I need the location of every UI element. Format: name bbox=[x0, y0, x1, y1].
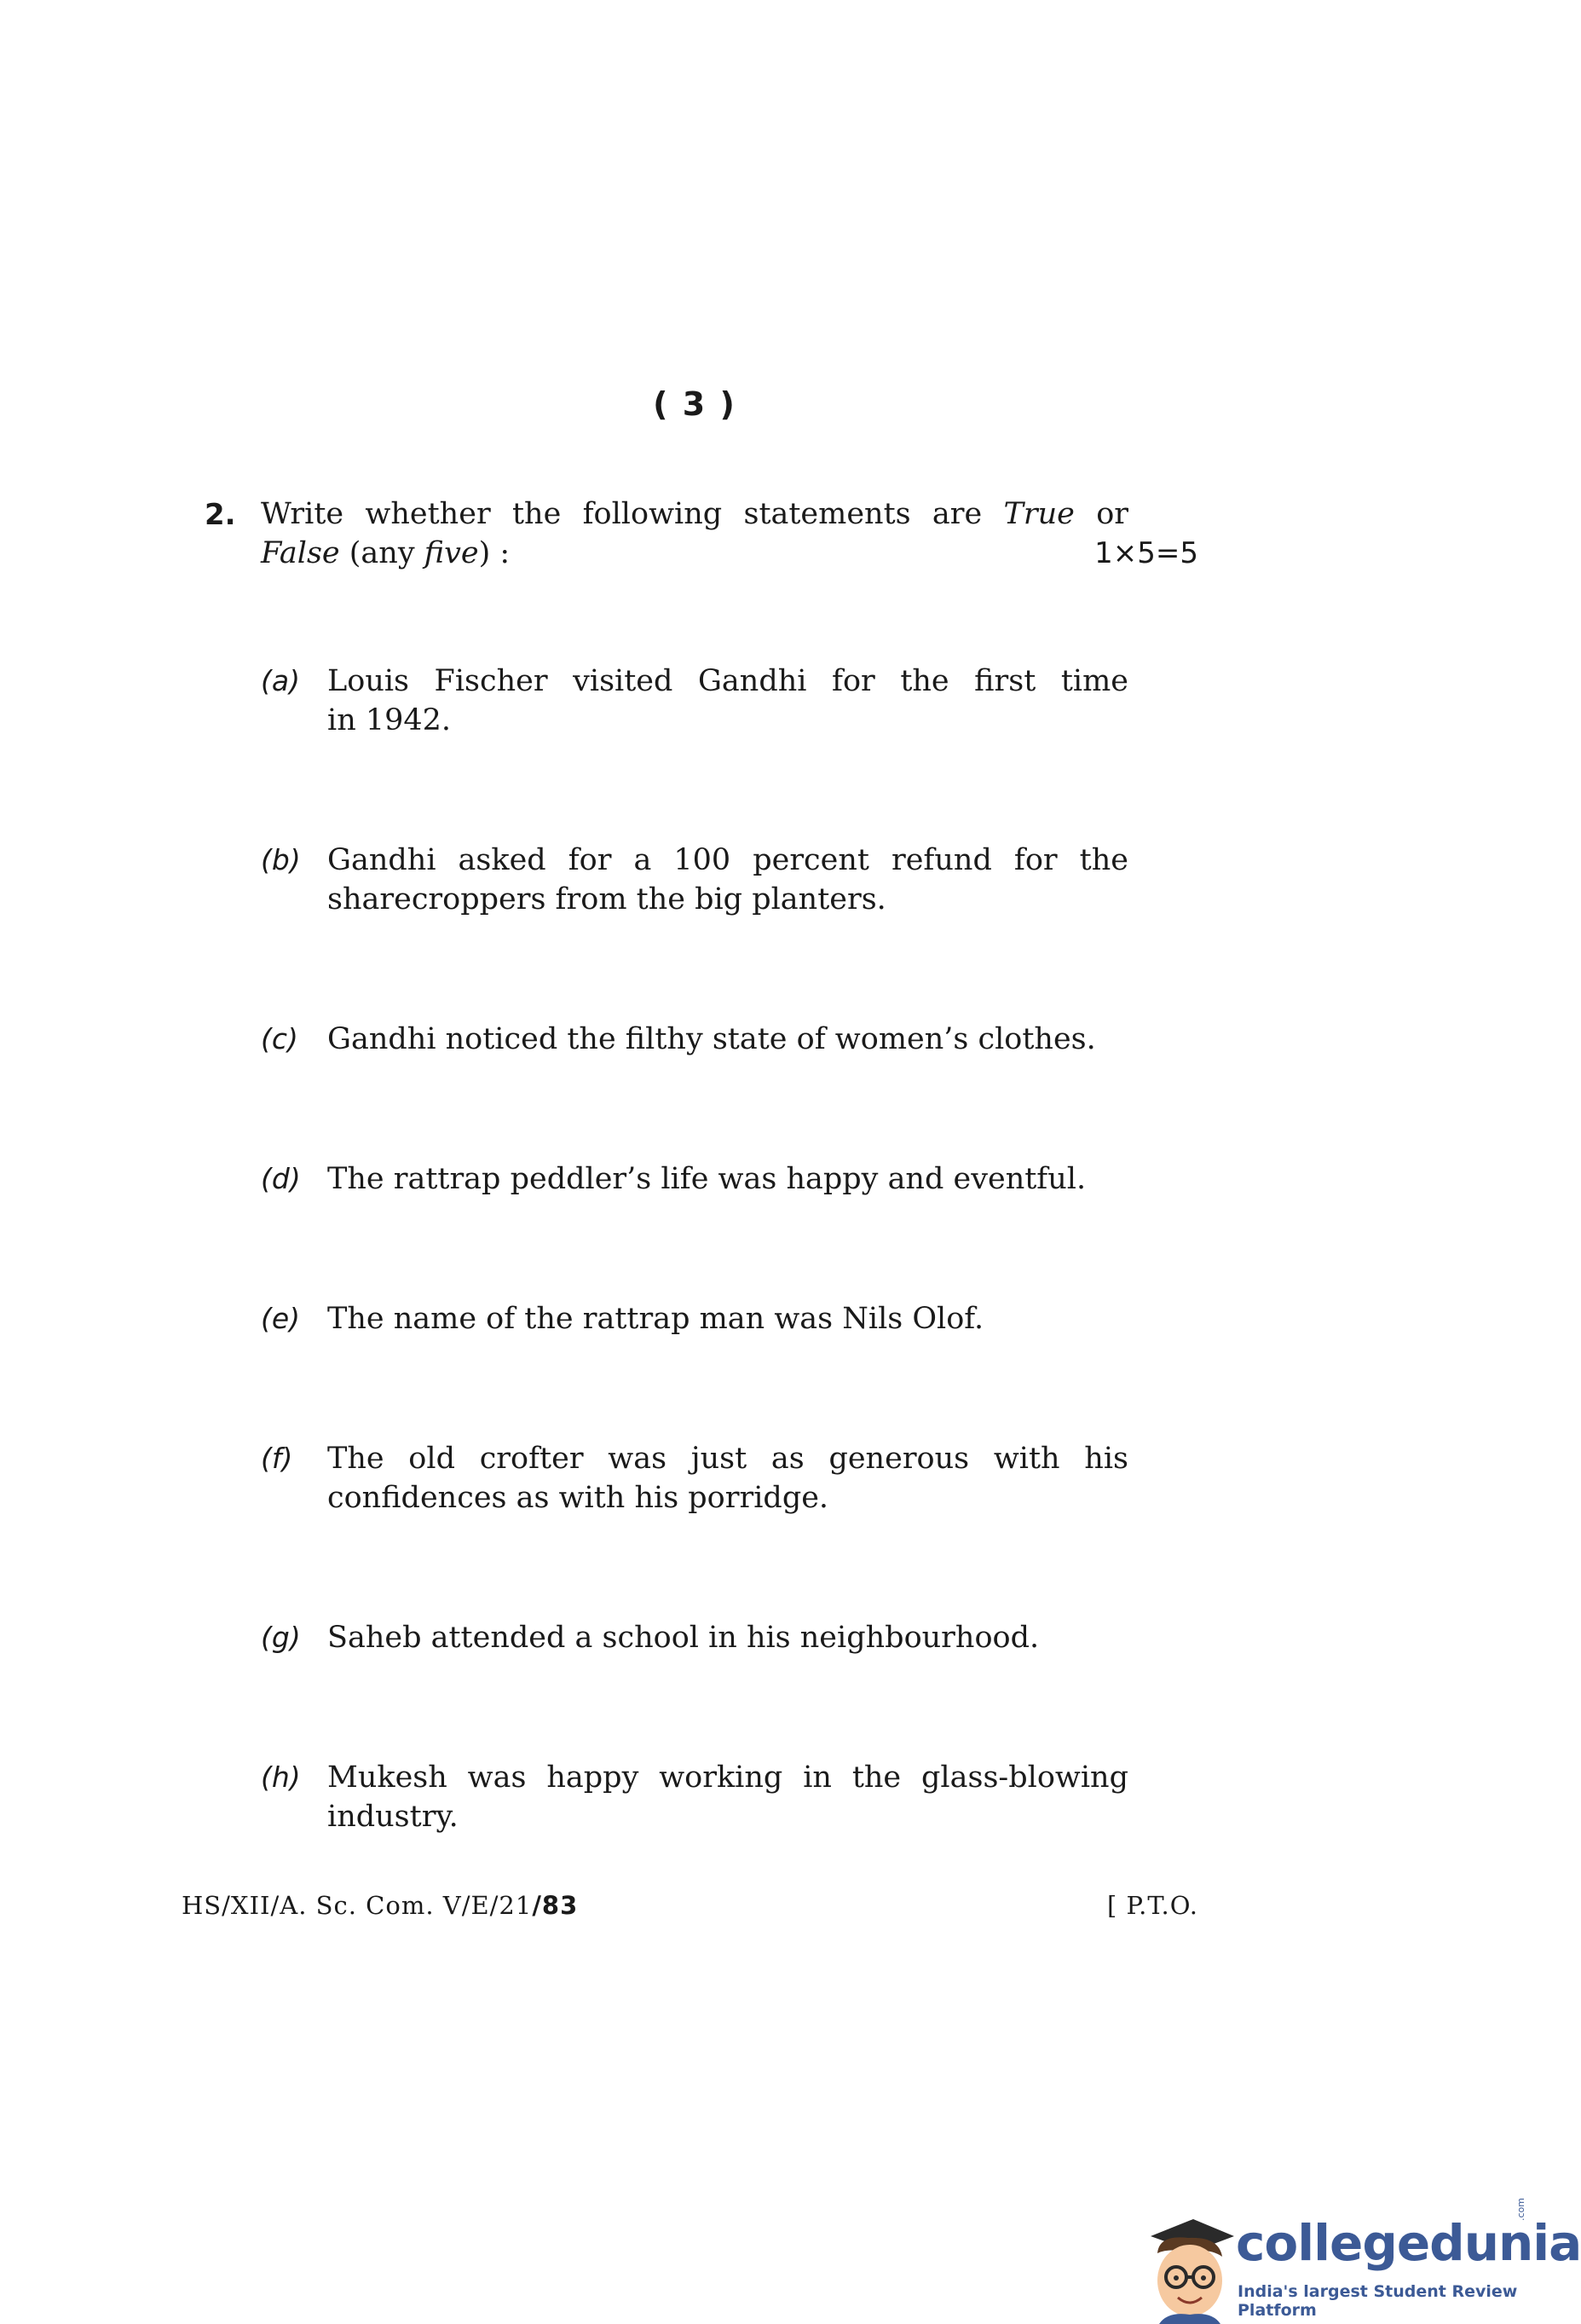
logo-tagline: India's largest Student Review Platform bbox=[1238, 2282, 1518, 2320]
stem-true-word: True bbox=[1003, 497, 1075, 531]
stem-text-1: Write whether the following statements are bbox=[261, 497, 1004, 531]
page-number: ( 3 ) bbox=[653, 385, 736, 423]
statement-label: (g) bbox=[261, 1621, 301, 1654]
statement-text-line1: Louis Fischer visited Gandhi for the first time bbox=[327, 664, 1128, 698]
statement-text-line2: industry. bbox=[327, 1800, 459, 1834]
footer-paper-code bbox=[182, 1891, 578, 1920]
mascot-icon bbox=[1134, 2204, 1244, 2324]
stem-five-word: five bbox=[424, 536, 479, 570]
footer-pto: [ P.T.O. bbox=[1107, 1891, 1198, 1920]
statement-d bbox=[261, 1159, 1128, 1199]
stem-false-word: False bbox=[261, 536, 340, 570]
statement-text-line1: The name of the rattrap man was Nils Olof. bbox=[327, 1302, 984, 1336]
statement-c bbox=[261, 1020, 1128, 1059]
question-stem-line1 bbox=[261, 494, 1128, 534]
statement-text-line1: Gandhi noticed the filthy state of women’s clothes. bbox=[327, 1022, 1096, 1056]
paper-code-prefix: HS/XII/A. Sc. Com. V/E/21 bbox=[182, 1891, 533, 1920]
statement-label: (d) bbox=[261, 1162, 301, 1195]
stem-text-4: ) : bbox=[478, 536, 511, 570]
statement-label: (b) bbox=[261, 843, 301, 876]
statement-text-line1: Saheb attended a school in his neighbourhood. bbox=[327, 1621, 1040, 1655]
statement-h bbox=[261, 1758, 1128, 1836]
statement-label: (a) bbox=[261, 664, 300, 697]
collegedunia-logo bbox=[1134, 2198, 1581, 2324]
question-number: 2. bbox=[205, 498, 236, 532]
statement-f bbox=[261, 1439, 1128, 1518]
statement-g bbox=[261, 1618, 1128, 1657]
statement-text-line1: Gandhi asked for a 100 percent refund for the bbox=[327, 843, 1128, 877]
statement-a bbox=[261, 662, 1128, 740]
stem-text-3: (any bbox=[339, 536, 424, 570]
statement-label: (c) bbox=[261, 1022, 298, 1055]
statement-label: (f) bbox=[261, 1442, 293, 1475]
statement-text-line2: in 1942. bbox=[327, 703, 452, 737]
statement-text-line1: The rattrap peddler’s life was happy and eventful. bbox=[327, 1162, 1087, 1196]
statement-label: (e) bbox=[261, 1302, 301, 1335]
statement-b bbox=[261, 841, 1128, 919]
statement-text-line1: Mukesh was happy working in the glass-blowing bbox=[327, 1760, 1128, 1795]
statement-text-line1: The old crofter was just as generous with his bbox=[327, 1442, 1128, 1476]
statement-text-line2: confidences as with his porridge. bbox=[327, 1481, 829, 1515]
statement-e bbox=[261, 1299, 1128, 1338]
question-stem-line2 bbox=[261, 534, 510, 573]
statement-text-line2: sharecroppers from the big planters. bbox=[327, 882, 886, 916]
stem-text-2: or bbox=[1074, 497, 1128, 531]
question-marks: 1×5=5 bbox=[1094, 536, 1198, 570]
logo-dotcom: .com bbox=[1515, 2198, 1526, 2221]
logo-brand-name: collegedunia bbox=[1236, 2214, 1581, 2272]
statement-label: (h) bbox=[261, 1760, 301, 1794]
paper-code-suffix: /83 bbox=[532, 1891, 579, 1920]
